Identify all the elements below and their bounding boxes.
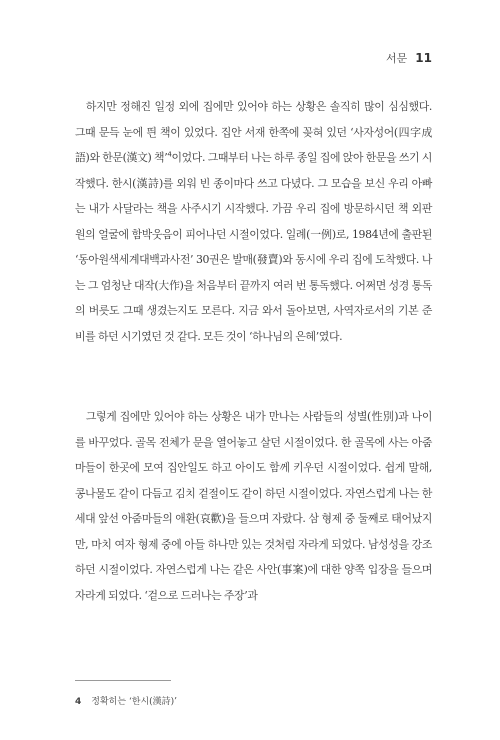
running-head: [386, 50, 432, 66]
paragraph-1-text-after-note: 이었다. 그때부터 나는 하루 종일 집에 앉아 한문을 쓰기 시작했다. 한시(漢詩)를 외워 빈 종이마다 쓰고 다녔다. 그 모습을 보신 우리 아빠는 내가 사달라는 책을 사주시기 시작했다. 가끔 우리 집에 방문하시던 책 외판원의 얼굴에 함박웃음이 피어나던 시절이었다. 일례(一例)로, 1984년에 출판된 ‘동아원색세계대백과사전’ 30권은 발매(發賣)와 동시에 우리 집에 도착했다. 나는 그 엄청난 대작(大作)을 처음부터 끝까지 여러 번 통독했다. 어쩌면 성경 통독의 버릇도 그때 생겼는지도 모른다. 지금 와서 돌아보면, 사역자로서의 기본 준비를 하던 시기였던 것 같다. 모든 것이 ‘하나님의 은혜’였다.: [75, 151, 432, 343]
footnote-text: 정확히는 ‘한시(漢詩)’: [91, 697, 178, 707]
paragraph-2-text: 그렇게 집에만 있어야 하는 상황은 내가 만나는 사람들의 성별(性別)과 나이를 바꾸었다. 골목 전체가 문을 열어놓고 살던 시절이었다. 한 골목에 사는 아줌마들이 한곳에 모여 집안일도 하고 아이도 함께 키우던 시절이었다. 쉽게 말해, 콩나물도 같이 다듬고 김치 겉절이도 같이 하던 시절이었다. 자연스럽게 나는 한 세대 앞선 아줌마들의 애환(哀歡)을 들으며 자랐다. 삼 형제 중 둘째로 태어났지만, 마치 여자 형제 중에 아들 하나만 있는 것처럼 자라게 되었다. 남성성을 강조하던 시절이었다. 자연스럽게 나는 같은 사안(事案)에 대한 양쪽 입장을 들으며 자라게 되었다. ‘겉으로 드러나는 주장’과: [75, 410, 432, 602]
page-number: 11: [415, 51, 432, 65]
footnote-divider: [75, 680, 171, 681]
footnote-reference: 4: [167, 150, 172, 159]
body-paragraph-1: [75, 94, 432, 349]
section-title: 서문: [386, 52, 408, 65]
footnote-number: 4: [75, 697, 82, 707]
body-paragraph-2: [75, 404, 432, 608]
paragraph-1-text-before-note: 하지만 정해진 일정 외에 집에만 있어야 하는 상황은 솔직히 많이 심심했다. 그때 문득 눈에 띈 책이 있었다. 집안 서재 한쪽에 꽂혀 있던 ‘사자성어(四字成語)와 한문(漢文) 책’: [75, 100, 432, 164]
footnote: [75, 694, 177, 707]
